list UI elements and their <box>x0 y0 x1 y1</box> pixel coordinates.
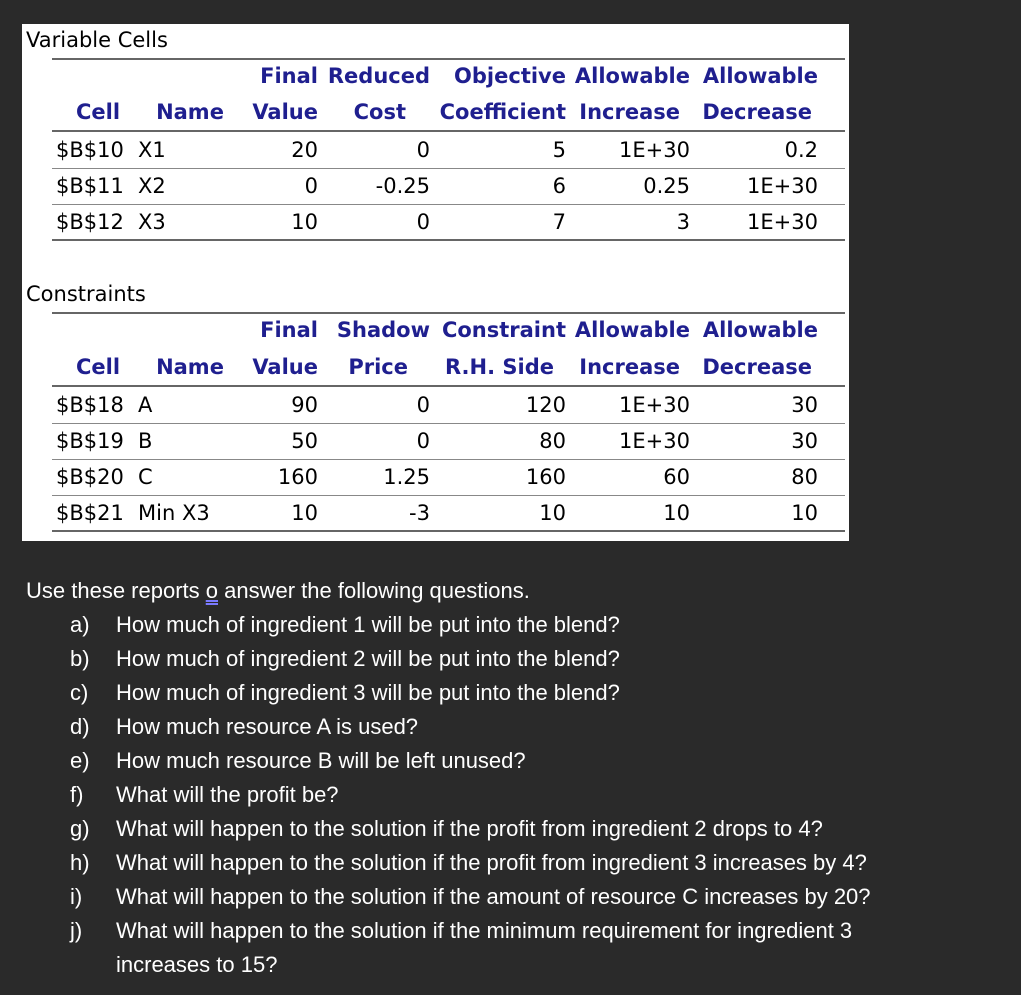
ct-rh-side: 120 <box>525 393 566 417</box>
intro-text: answer the following questions. <box>218 578 530 603</box>
question-text: How much resource B will be left unused? <box>116 748 526 773</box>
divider <box>52 385 845 387</box>
ct-allowable-decrease: 30 <box>791 393 818 417</box>
ct-allowable-increase: 1E+30 <box>619 429 690 453</box>
question-item <box>70 612 620 638</box>
ct-cell: $B$18 <box>56 393 124 417</box>
question-item <box>70 680 620 706</box>
ct-final-value: 90 <box>291 393 318 417</box>
question-label: e) <box>70 748 90 773</box>
sensitivity-report <box>22 24 849 541</box>
question-text: How much resource A is used? <box>116 714 419 739</box>
vc-allowable-decrease: 1E+30 <box>747 174 818 198</box>
ct-rh-side: 10 <box>539 501 566 525</box>
question-text: How much of ingredient 2 will be put into the blend? <box>116 646 620 671</box>
ct-name: C <box>138 465 153 489</box>
ct-header-increase: Increase <box>579 355 680 379</box>
question-text: What will the profit be? <box>116 782 339 807</box>
vc-reduced-cost: 0 <box>416 210 430 234</box>
ct-header-cell: Cell <box>75 355 121 379</box>
ct-name: B <box>138 429 153 453</box>
variable-cells-title: Variable Cells <box>26 28 168 52</box>
ct-cell: $B$19 <box>56 429 124 453</box>
divider <box>52 312 845 314</box>
vc-allowable-decrease: 0.2 <box>784 138 818 162</box>
question-item <box>70 714 418 740</box>
question-text: What will happen to the solution if the amount of resource C increases by 20? <box>116 884 871 909</box>
vc-header-reduced: Reduced <box>327 64 430 88</box>
intro-text: Use these reports <box>26 578 206 603</box>
vc-allowable-increase: 3 <box>676 210 690 234</box>
vc-final-value: 20 <box>291 138 318 162</box>
vc-allowable-decrease: 1E+30 <box>747 210 818 234</box>
ct-shadow-price: 1.25 <box>383 465 430 489</box>
ct-shadow-price: 0 <box>416 429 430 453</box>
question-item <box>70 782 339 808</box>
vc-objective-coef: 5 <box>552 138 566 162</box>
question-label: g) <box>70 816 90 841</box>
ct-header-decrease: Decrease <box>702 355 812 379</box>
vc-header-increase: Increase <box>579 100 680 124</box>
ct-allowable-increase: 1E+30 <box>619 393 690 417</box>
ct-cell: $B$20 <box>56 465 124 489</box>
vc-header-cost: Cost <box>353 100 406 124</box>
question-item <box>70 646 620 672</box>
divider <box>52 204 845 205</box>
ct-final-value: 10 <box>291 501 318 525</box>
question-label: c) <box>70 680 89 705</box>
vc-reduced-cost: 0 <box>416 138 430 162</box>
vc-cell: $B$10 <box>56 138 124 162</box>
vc-header-allowable-dec: Allowable <box>702 64 818 88</box>
ct-allowable-increase: 10 <box>663 501 690 525</box>
vc-header-allowable-inc: Allowable <box>574 64 690 88</box>
question-text: What will happen to the solution if the profit from ingredient 2 drops to 4? <box>116 816 823 841</box>
question-item <box>70 748 526 774</box>
ct-final-value: 50 <box>291 429 318 453</box>
ct-header-rh-side: R.H. Side <box>445 355 554 379</box>
vc-final-value: 0 <box>304 174 318 198</box>
ct-header-shadow: Shadow <box>336 318 430 342</box>
questions-intro <box>26 578 530 604</box>
ct-name: A <box>138 393 153 417</box>
question-label: d) <box>70 714 90 739</box>
vc-objective-coef: 6 <box>552 174 566 198</box>
question-text: What will happen to the solution if the profit from ingredient 3 increases by 4? <box>116 850 867 875</box>
question-text: How much of ingredient 3 will be put into the blend? <box>116 680 620 705</box>
vc-cell: $B$12 <box>56 210 124 234</box>
question-item <box>70 918 852 944</box>
ct-allowable-decrease: 10 <box>791 501 818 525</box>
question-label: h) <box>70 850 90 875</box>
question-label: j) <box>70 918 83 943</box>
vc-name: X2 <box>138 174 166 198</box>
vc-allowable-increase: 0.25 <box>643 174 690 198</box>
question-text: How much of ingredient 1 will be put into the blend? <box>116 612 620 637</box>
vc-header-value: Value <box>252 100 318 124</box>
vc-cell: $B$11 <box>56 174 124 198</box>
ct-allowable-increase: 60 <box>663 465 690 489</box>
vc-header-cell: Cell <box>75 100 121 124</box>
ct-shadow-price: -3 <box>409 501 430 525</box>
ct-header-allowable-dec: Allowable <box>702 318 818 342</box>
question-label: i) <box>70 884 83 909</box>
vc-reduced-cost: -0.25 <box>375 174 430 198</box>
question-label: a) <box>70 612 90 637</box>
vc-name: X1 <box>138 138 166 162</box>
ct-shadow-price: 0 <box>416 393 430 417</box>
question-item <box>70 816 823 842</box>
question-item <box>70 884 871 910</box>
vc-name: X3 <box>138 210 166 234</box>
question-text: What will happen to the solution if the minimum requirement for ingredient 3 <box>116 918 853 943</box>
vc-header-name: Name <box>156 100 224 124</box>
ct-allowable-decrease: 30 <box>791 429 818 453</box>
question-label: b) <box>70 646 90 671</box>
divider <box>52 239 845 241</box>
vc-header-objective: Objective <box>454 64 566 88</box>
ct-header-price: Price <box>348 355 408 379</box>
question-continuation: increases to 15? <box>116 952 278 977</box>
ct-final-value: 160 <box>277 465 318 489</box>
divider <box>52 530 845 532</box>
ct-name: Min X3 <box>138 501 210 525</box>
vc-header-decrease: Decrease <box>702 100 812 124</box>
ct-header-final: Final <box>260 318 318 342</box>
divider <box>52 495 845 496</box>
ct-cell: $B$21 <box>56 501 124 525</box>
vc-allowable-increase: 1E+30 <box>619 138 690 162</box>
divider <box>52 58 845 60</box>
intro-typo: o <box>205 578 218 603</box>
vc-objective-coef: 7 <box>552 210 566 234</box>
divider <box>52 130 845 132</box>
divider <box>52 168 845 169</box>
ct-rh-side: 80 <box>539 429 566 453</box>
ct-allowable-decrease: 80 <box>791 465 818 489</box>
vc-header-final: Final <box>260 64 318 88</box>
ct-header-constraint: Constraint <box>441 318 566 342</box>
question-item <box>70 850 867 876</box>
ct-rh-side: 160 <box>525 465 566 489</box>
vc-header-coefficient: Coefficient <box>439 100 566 124</box>
ct-header-allowable-inc: Allowable <box>574 318 690 342</box>
divider <box>52 423 845 424</box>
question-label: f) <box>70 782 84 807</box>
divider <box>52 459 845 460</box>
ct-header-value: Value <box>252 355 318 379</box>
vc-final-value: 10 <box>291 210 318 234</box>
constraints-title: Constraints <box>26 282 146 306</box>
ct-header-name: Name <box>156 355 224 379</box>
